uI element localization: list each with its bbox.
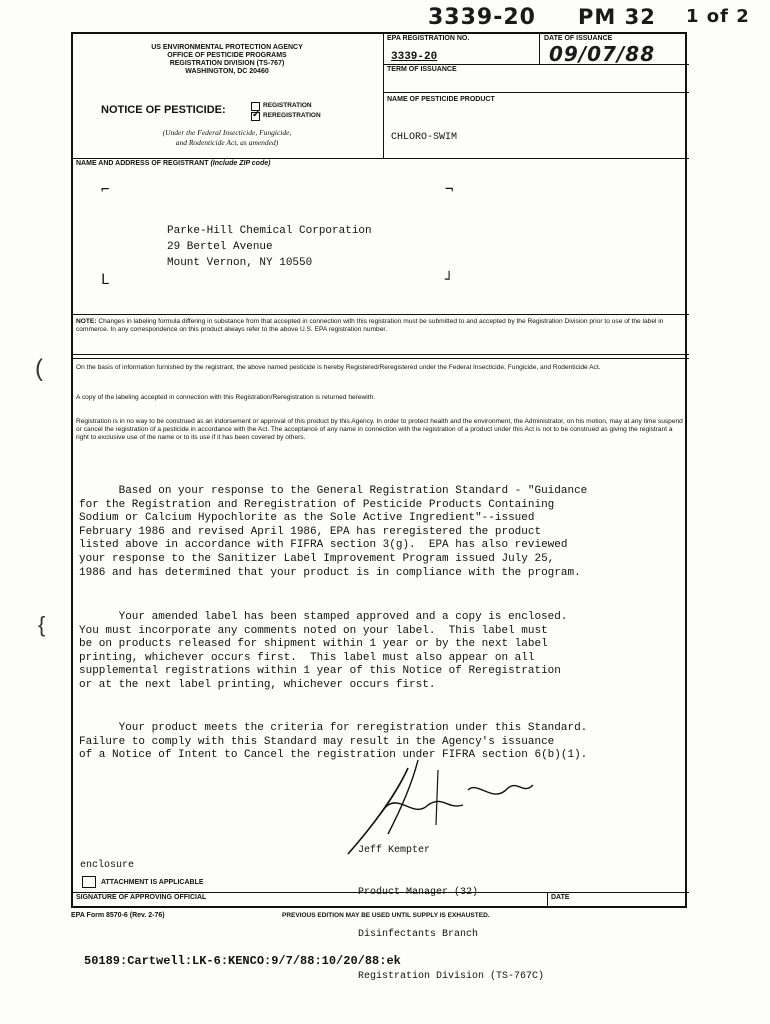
- product-name-value: CHLORO-SWIM: [391, 132, 458, 143]
- corner-mark-tr: ¬: [445, 182, 454, 198]
- basis-top-line: [73, 358, 689, 359]
- product-name-label: NAME OF PESTICIDE PRODUCT: [387, 96, 495, 103]
- disclaimer-text: Registration is in no way to be construed as an indorsement or approval of this product by this Agency. In order to protect health and the environment, the Administrator, on his motion, may at any time suspend or cancel the registration of a pesticide in accordance with the Act. The acceptance of any name in connection with the registration of a product under this Act is not to be construed as giving the registrant a right to exclusive use of the name or to its use if it has been covered by others.: [76, 418, 683, 442]
- paragraph-2: Your amended label has been stamped approved and a copy is enclosed. You must incorporate any comments noted on your label. This label must be on products released for shipment within 1 year or by the next label printing, whichever occurs first. This label must also appear on all supplemental registrations within 1 year of this Notice of Reregistration or at the next label printing, whichever occurs first.: [79, 611, 568, 691]
- registrant-top-line: [73, 158, 689, 159]
- header-divider: [383, 34, 384, 158]
- epa-reg-no-value: 3339-20: [391, 51, 438, 63]
- paragraph-1: Based on your response to the General Registration Standard - "Guidance for the Registration and Reregistration of Pesticide Products Containing Sodium or Calcium Hypochlorite as the Sole Active Ingredient"--issued February 1986 and revised April 1986, EPA has reregistered the product listed above in accordance with FIFRA section 3(g). EPA has also reviewed your response to the Sanitizer Label Improvement Program issued July 25, 1986 and has determined that your product is in compliance with the program.: [79, 485, 588, 579]
- paragraph-3: Your product meets the criteria for reregistration under this Standard. Failure to comply with this Standard may result in the Agency's issuance of a Notice of Intent to Cancel the registration under FIFRA section 6(b)(1).: [79, 722, 588, 762]
- previous-edition-note: PREVIOUS EDITION MAY BE USED UNTIL SUPPLY IS EXHAUSTED.: [282, 912, 490, 919]
- attachment-label: ATTACHMENT IS APPLICABLE: [101, 879, 204, 886]
- corner-mark-tl: ⌐: [101, 182, 110, 198]
- date-label: DATE: [551, 894, 570, 901]
- footer-code: 50189:Cartwell:LK-6:KENCO:9/7/88:10/20/88:ek: [84, 954, 401, 968]
- signature-label: SIGNATURE OF APPROVING OFFICIAL: [76, 894, 207, 901]
- basis-text: On the basis of information furnished by the registrant, the above named pesticide is hereby Registered/Reregistered under the Federal Insecticide, Fungicide, and Rodenticide Act.: [76, 364, 601, 371]
- handwritten-reg-number: 3339-20: [428, 5, 536, 30]
- name-address-label: NAME AND ADDRESS OF REGISTRANT (Include ZIP code): [76, 160, 271, 167]
- registrant-address: [167, 223, 372, 271]
- note-block: NOTE: Changes in labeling formula differing in substance from that accepted in connection with this registration must be submitted to and accepted by the Registration Division prior to use of the label in commerce. In any correspondence on this product always refer to the above U.S. EPA registration number.: [76, 318, 664, 334]
- registrant-street: 29 Bertel Avenue: [167, 241, 273, 253]
- margin-mark-1: (: [35, 355, 43, 382]
- registrant-name: Parke-Hill Chemical Corporation: [167, 225, 372, 237]
- signature-top-line: [73, 892, 689, 893]
- reregistration-checkbox[interactable]: [251, 112, 260, 121]
- corner-mark-bl: L: [101, 272, 110, 288]
- signatory-division: Registration Division (TS-767C): [358, 971, 545, 982]
- note-bottom-line: [73, 354, 689, 355]
- note-top-line: [73, 314, 689, 315]
- signatory-branch: Disinfectants Branch: [358, 929, 479, 940]
- registration-label: REGISTRATION: [263, 102, 312, 109]
- signature-date-divider: [547, 892, 548, 908]
- reg-date-divider: [539, 34, 540, 64]
- signatory-name: Jeff Kempter: [358, 845, 431, 856]
- date-of-issuance-value: 09/07/88: [549, 42, 656, 66]
- handwritten-page: 1 of 2: [686, 6, 750, 27]
- term-of-issuance-label: TERM OF ISSUANCE: [387, 66, 457, 73]
- handwritten-pm: PM 32: [578, 5, 656, 29]
- attachment-checkbox[interactable]: [82, 876, 96, 888]
- notice-title: NOTICE OF PESTICIDE:: [101, 104, 226, 116]
- registrant-city: Mount Vernon, NY 10550: [167, 257, 313, 269]
- copy-text: A copy of the labeling accepted in connection with this Registration/Reregistration is returned herewith.: [76, 394, 376, 401]
- term-row-line: [383, 92, 689, 93]
- reregistration-label: REREGISTRATION: [263, 112, 321, 119]
- date-of-issuance-label: DATE OF ISSUANCE: [544, 35, 613, 42]
- form-number: EPA Form 8570-6 (Rev. 2-76): [71, 912, 165, 919]
- under-act-note: (Under the Federal Insecticide, Fungicide, and Rodenticide Act, as amended): [162, 128, 292, 147]
- enclosure-label: enclosure: [80, 860, 135, 871]
- corner-mark-br: ┘: [445, 272, 454, 288]
- signatory-title: [358, 886, 544, 900]
- margin-mark-2: {: [38, 612, 46, 637]
- epa-reg-no-label: EPA REGISTRATION NO.: [387, 35, 470, 42]
- agency-header: US ENVIRONMENTAL PROTECTION AGENCY OFFICE OF PESTICIDE PROGRAMS REGISTRATION DIVISION (TS-767) WASHINGTON, DC 20460: [151, 44, 303, 75]
